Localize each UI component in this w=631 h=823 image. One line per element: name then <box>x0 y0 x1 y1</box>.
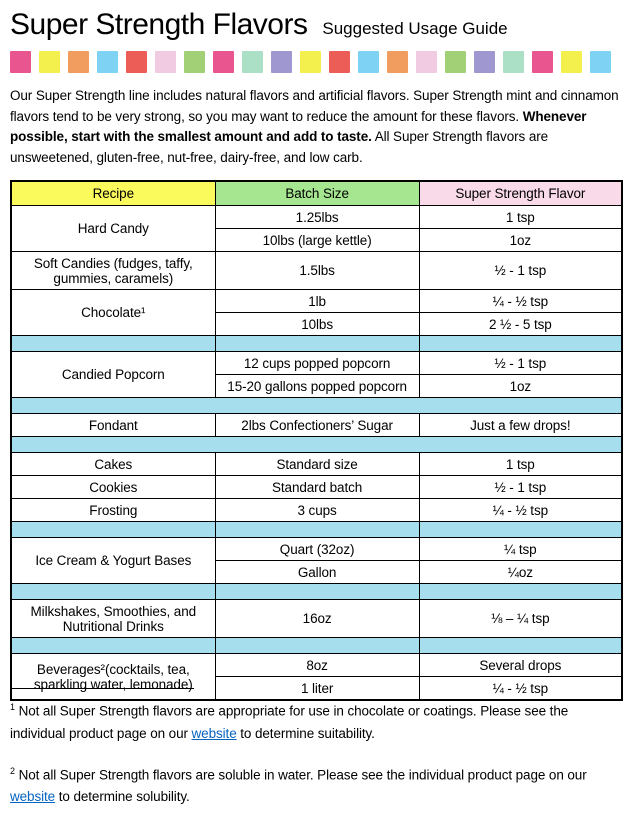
website-link-1[interactable]: website <box>191 725 237 741</box>
color-square <box>561 51 582 73</box>
batch-cell: 1lb <box>215 290 419 313</box>
color-square <box>184 51 205 73</box>
batch-cell: Quart (32oz) <box>215 538 419 561</box>
separator-cell <box>11 638 215 654</box>
intro-text-before: Our Super Strength line includes natural flavors and artificial flavors. Super Strength mint and cinnamon flavors tend to be very strong, so you may want to reduce the amount for these flavors. <box>10 88 619 124</box>
intro-text-after: All Super Strength flavors are unsweetened, gluten-free, nut-free, dairy-free, and low carb. <box>10 129 549 165</box>
color-square <box>271 51 292 73</box>
separator-cell <box>215 638 419 654</box>
separator-cell <box>11 437 622 453</box>
color-square <box>329 51 350 73</box>
flavor-cell: 1 tsp <box>419 453 622 476</box>
footnote-1-text-after: to determine suitability. <box>240 725 375 741</box>
color-square <box>39 51 60 73</box>
separator-cell <box>215 584 419 600</box>
flavor-cell: ¼ tsp <box>419 538 622 561</box>
table-body <box>11 206 622 701</box>
separator-cell <box>419 638 622 654</box>
recipe-cell: Beverages²(cocktails, tea, sparkling water, lemonade) <box>11 654 215 701</box>
table-row <box>11 206 622 229</box>
table-row <box>11 453 622 476</box>
color-square <box>242 51 263 73</box>
color-square <box>97 51 118 73</box>
color-square <box>10 51 31 73</box>
flavor-cell: 1 tsp <box>419 206 622 229</box>
footnote-2 <box>10 760 621 809</box>
recipe-cell: Cakes <box>11 453 215 476</box>
table-header-row <box>11 181 622 206</box>
color-square <box>416 51 437 73</box>
footnote-1-text: Not all Super Strength flavors are appropriate for use in chocolate or coatings. Please see the individual product page on our <box>10 703 569 741</box>
recipe-cell: Milkshakes, Smoothies, and Nutritional Drinks <box>11 600 215 638</box>
batch-cell: 1.25lbs <box>215 206 419 229</box>
table-row <box>11 600 622 638</box>
separator-cell <box>215 336 419 352</box>
batch-cell: 12 cups popped popcorn <box>215 352 419 375</box>
footnote-2-text: Not all Super Strength flavors are soluble in water. Please see the individual product page on our <box>18 767 587 782</box>
color-square <box>213 51 234 73</box>
color-strip <box>10 51 621 73</box>
batch-cell: 10lbs <box>215 313 419 336</box>
separator-cell <box>11 584 215 600</box>
batch-cell: 1 liter <box>215 677 419 701</box>
separator-row <box>11 437 622 453</box>
footnote-1 <box>10 696 621 745</box>
color-square <box>358 51 379 73</box>
intro-text-bold: Whenever possible, start with the smallest amount and add to taste. <box>10 108 587 145</box>
flavor-cell: ¼ - ½ tsp <box>419 499 622 522</box>
separator-cell <box>11 522 215 538</box>
color-square <box>503 51 524 73</box>
separator-cell <box>215 522 419 538</box>
recipe-cell: Frosting <box>11 499 215 522</box>
batch-cell: 10lbs (large kettle) <box>215 229 419 252</box>
footnote-2-text-after: to determine solubility. <box>58 789 190 804</box>
page-title <box>10 6 621 41</box>
color-square <box>590 51 611 73</box>
separator-cell <box>419 336 622 352</box>
flavor-cell: ½ - 1 tsp <box>419 476 622 499</box>
footnote-2-marker: 2 <box>10 765 15 776</box>
website-link-2[interactable]: website <box>10 789 56 804</box>
batch-cell: Standard size <box>215 453 419 476</box>
column-header: Super Strength Flavor <box>419 181 622 206</box>
intro-paragraph <box>10 86 621 168</box>
color-square <box>300 51 321 73</box>
flavor-cell: 2 ½ - 5 tsp <box>419 313 622 336</box>
table-row <box>11 290 622 313</box>
flavor-cell: ¼ - ½ tsp <box>419 677 622 701</box>
color-square <box>532 51 553 73</box>
recipe-cell: Cookies <box>11 476 215 499</box>
table-row <box>11 352 622 375</box>
batch-cell: 16oz <box>215 600 419 638</box>
usage-table <box>10 180 623 701</box>
footnote-1-marker: 1 <box>10 702 15 712</box>
flavor-cell: ¼oz <box>419 561 622 584</box>
separator-row <box>11 638 622 654</box>
separator-cell <box>11 336 215 352</box>
table-row <box>11 538 622 561</box>
separator-row <box>11 398 622 414</box>
batch-cell: 2lbs Confectioners’ Sugar <box>215 414 419 437</box>
table-row <box>11 476 622 499</box>
table-row <box>11 654 622 677</box>
flavor-cell: ⅛ – ¼ tsp <box>419 600 622 638</box>
flavor-cell: ½ - 1 tsp <box>419 252 622 290</box>
recipe-cell: Candied Popcorn <box>11 352 215 398</box>
batch-cell: Gallon <box>215 561 419 584</box>
color-square <box>126 51 147 73</box>
recipe-cell: Hard Candy <box>11 206 215 252</box>
flavor-cell: Several drops <box>419 654 622 677</box>
separator-cell <box>419 522 622 538</box>
flavor-cell: ¼ - ½ tsp <box>419 290 622 313</box>
batch-cell: 15-20 gallons popped popcorn <box>215 375 419 398</box>
separator-row <box>11 584 622 600</box>
color-square <box>155 51 176 73</box>
flavor-cell: ½ - 1 tsp <box>419 352 622 375</box>
color-square <box>68 51 89 73</box>
flavor-cell: 1oz <box>419 229 622 252</box>
column-header: Batch Size <box>215 181 419 206</box>
batch-cell: 1.5lbs <box>215 252 419 290</box>
table-row <box>11 499 622 522</box>
separator-cell <box>419 584 622 600</box>
color-square <box>474 51 495 73</box>
batch-cell: 8oz <box>215 654 419 677</box>
separator-row <box>11 522 622 538</box>
batch-cell: Standard batch <box>215 476 419 499</box>
title-subtitle: Suggested Usage Guide <box>322 19 508 38</box>
flavor-cell: Just a few drops! <box>419 414 622 437</box>
separator-cell <box>11 398 622 414</box>
recipe-cell: Ice Cream & Yogurt Bases <box>11 538 215 584</box>
flavor-cell: 1oz <box>419 375 622 398</box>
color-square <box>445 51 466 73</box>
table-row <box>11 252 622 290</box>
recipe-cell: Chocolate¹ <box>11 290 215 336</box>
title-main: Super Strength Flavors <box>10 8 308 41</box>
batch-cell: 3 cups <box>215 499 419 522</box>
recipe-cell: Fondant <box>11 414 215 437</box>
color-square <box>387 51 408 73</box>
separator-row <box>11 336 622 352</box>
recipe-cell: Soft Candies (fudges, taffy, gummies, caramels) <box>11 252 215 290</box>
table-row <box>11 414 622 437</box>
footnotes-section <box>10 688 621 823</box>
column-header: Recipe <box>11 181 215 206</box>
footnote-divider <box>10 688 194 689</box>
